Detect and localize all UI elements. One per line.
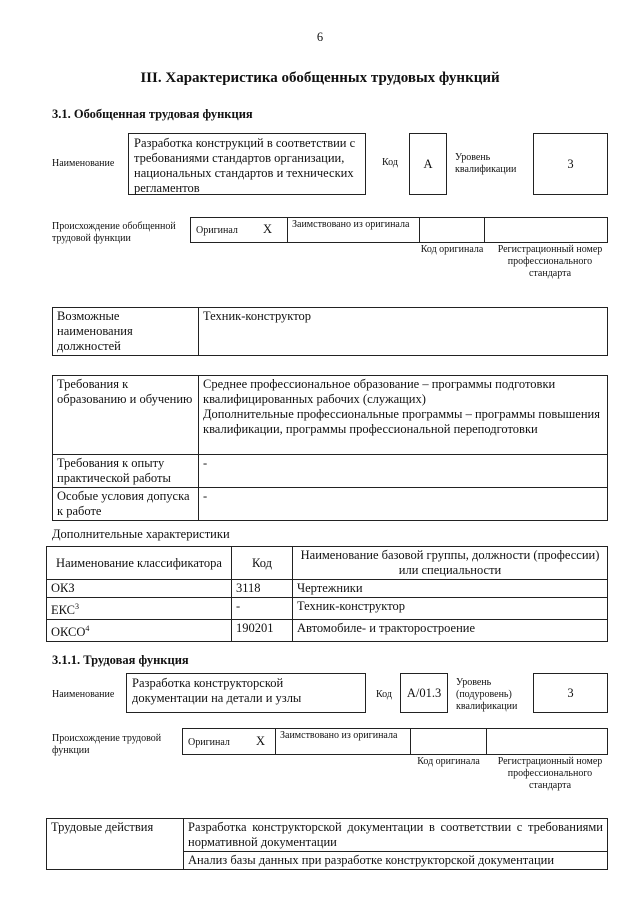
footnote-mark: 4 <box>85 624 90 634</box>
positions-table <box>52 307 608 356</box>
tf-heading: 3.1.1. Трудовая функция <box>52 653 189 667</box>
tf-original-label: Оригинал <box>188 737 230 748</box>
req-conditions-label: Особые условия допуска к работе <box>53 488 199 521</box>
divider <box>486 728 487 755</box>
table-row-name: ОКСО$^4$ <box>47 620 232 642</box>
actions-label: Трудовые действия <box>47 819 184 870</box>
gtf-name-label: Наименование <box>52 158 115 169</box>
divider <box>419 217 420 243</box>
gtf-borrowed-label: Заимствовано из оригинала <box>292 219 410 230</box>
req-education-value: Среднее профессиональное образование – программы подготовки квалифицированных рабочих (служащих) Дополнительные профессиональные программы – программы повышения квалификации, программы профессиональной переподготовки <box>199 376 608 455</box>
page-number: 6 <box>316 30 324 44</box>
actions-item: Анализ базы данных при разработке конструкторской документации <box>184 852 608 870</box>
gtf-reg-number-label: Регистрационный номер профессионального стандарта <box>497 244 603 279</box>
table-row-title: Техник-конструктор <box>293 598 608 620</box>
tf-name-label: Наименование <box>52 689 115 700</box>
req-experience-label: Требования к опыту практической работы <box>53 455 199 488</box>
footnote-mark: 3 <box>75 602 79 611</box>
gtf-origin-label: Происхождение обобщенной трудовой функции <box>52 221 176 244</box>
divider <box>287 217 288 243</box>
divider <box>410 728 411 755</box>
tf-borrowed-label: Заимствовано из оригинала <box>280 730 398 741</box>
table-row-code: 190201 <box>232 620 293 642</box>
table-row-code: 3118 <box>232 580 293 598</box>
tf-code-label: Код <box>376 689 392 700</box>
col-title-header: Наименование базовой группы, должности (профессии) или специальности <box>293 547 608 580</box>
actions-item: Разработка конструкторской документации в соответствии с требованиями нормативной документации <box>184 819 608 852</box>
section-title: III. Характеристика обобщенных трудовых функций <box>140 70 500 86</box>
gtf-orig-code-label: Код оригинала <box>420 244 484 255</box>
gtf-code-value: А <box>409 133 447 195</box>
gtf-level-label: Уровень квалификации <box>455 152 517 175</box>
gtf-code-label: Код <box>382 157 398 168</box>
positions-label: Возможные наименования должностей <box>53 308 199 356</box>
gtf-original-mark: X <box>263 222 273 236</box>
tf-name-value: Разработка конструкторской документации на детали и узлы <box>126 673 366 713</box>
actions-table <box>46 818 608 870</box>
requirements-table <box>52 375 608 521</box>
col-code-header: Код <box>232 547 293 580</box>
table-row-title: Автомобиле- и тракторостроение <box>293 620 608 642</box>
req-conditions-value: - <box>199 488 608 521</box>
gtf-original-label: Оригинал <box>196 225 238 236</box>
gtf-heading: 3.1. Обобщенная трудовая функция <box>52 107 253 121</box>
tf-orig-code-label: Код оригинала <box>417 756 480 767</box>
tf-original-mark: X <box>256 734 266 748</box>
col-classifier-header: Наименование классификатора <box>47 547 232 580</box>
tf-code-value: A/01.3 <box>400 673 448 713</box>
table-row-title: Чертежники <box>293 580 608 598</box>
additional-table <box>46 546 608 642</box>
tf-level-value: 3 <box>533 673 608 713</box>
table-row-code: - <box>232 598 293 620</box>
table-row-name: ОКЗ <box>47 580 232 598</box>
tf-origin-label: Происхождение трудовой функции <box>52 733 162 756</box>
req-education-label: Требования к образованию и обучению <box>53 376 199 455</box>
table-row-name: ЕКС$^3$ <box>47 598 232 620</box>
gtf-level-value: 3 <box>533 133 608 195</box>
gtf-name-value: Разработка конструкций в соответствии с требованиями стандартов организации, национальных стандартов и технических регламентов <box>128 133 366 195</box>
tf-reg-number-label: Регистрационный номер профессионального стандарта <box>497 756 603 791</box>
divider <box>275 728 276 755</box>
additional-heading: Дополнительные характеристики <box>52 527 230 541</box>
divider <box>484 217 485 243</box>
positions-value: Техник-конструктор <box>199 308 608 356</box>
req-experience-value: - <box>199 455 608 488</box>
tf-level-label: Уровень (подуровень) квалификации <box>456 677 518 712</box>
